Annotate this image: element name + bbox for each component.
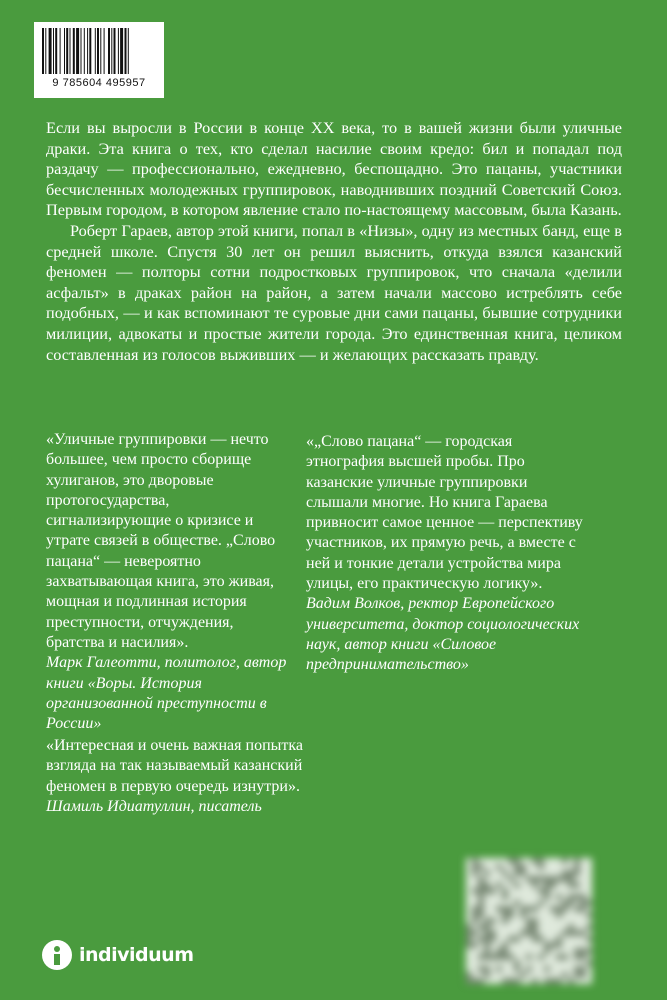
qr-code[interactable] <box>466 858 592 984</box>
description-paragraph-2: Роберт Гараев, автор этой книги, попал в «Низы», одну из местных банд, еще в средней школе. Спустя 30 лет он решил выяснить, откуда взялся казанский феномен — полторы сотни подростковых группировок, что сначала «делили асфальт» в драках район на район, а затем начали массово истреблять себе подобных, — и как вспоминают те суровые дни сами пацаны, бывшие сотрудники милиции, адвокаты и простые жители города. Это единственная книга, целиком составленная из голосов выживших — и желающих рассказать правду. <box>46 220 622 364</box>
quote-author: Вадим Волков, ректор Европейского университета, доктор социологических наук, автор книги «Силовое предпринимательство» <box>306 595 580 674</box>
publisher-logo <box>42 940 194 970</box>
info-i-icon <box>42 940 72 970</box>
review-quote-idiatullin <box>46 736 306 817</box>
book-description <box>46 118 622 365</box>
barcode-bars <box>42 28 156 74</box>
review-quote-volkov <box>306 432 586 676</box>
quote-text: «„Слово пацана“ — городская этнография высшей пробы. Про казанские уличные группировки слышали многие. Но книга Гараева привносит самое ценное — перспективу участников, их прямую речь, а вместе с ней и тонкие детали устройства мира улицы, его практическую логику». <box>306 433 583 593</box>
quote-text: «Уличные группировки — нечто большее, чем просто сборище хулиганов, это дворовые протогосударства, сигнализирующие о кризисе и утрате связей в обществе. „Слово пацана“ — невероятно захватывающая книга, это живая, мощная и подлинная история преступности, отчуждения, братства и насилия». <box>46 431 276 651</box>
publisher-name: individuum <box>79 944 194 966</box>
qr-pattern <box>466 858 592 984</box>
quote-author: Шамиль Идиатуллин, писатель <box>46 797 262 815</box>
quote-author: Марк Галеотти, политолог, автор книги «Воры. История организованной преступности в России» <box>46 654 287 733</box>
isbn-barcode <box>34 22 164 98</box>
description-paragraph-1: Если вы выросли в России в конце XX века, то в вашей жизни были уличные драки. Эта книга о тех, кто сделал насилие своим кредо: бил и попадал под раздачу — профессионально, ежедневно, беспощадно. Это пацаны, участники бесчисленных молодежных группировок, наводнивших поздний Советский Союз. Первым городом, в котором явление стало по-настоящему массовым, была Казань. <box>46 118 622 220</box>
isbn-number: 9 785604 495957 <box>52 77 146 89</box>
review-quote-galeotti <box>46 430 296 734</box>
quote-text: «Интересная и очень важная попытка взгляда на так называемый казанский феномен в первую очередь изнутри». <box>46 737 304 795</box>
